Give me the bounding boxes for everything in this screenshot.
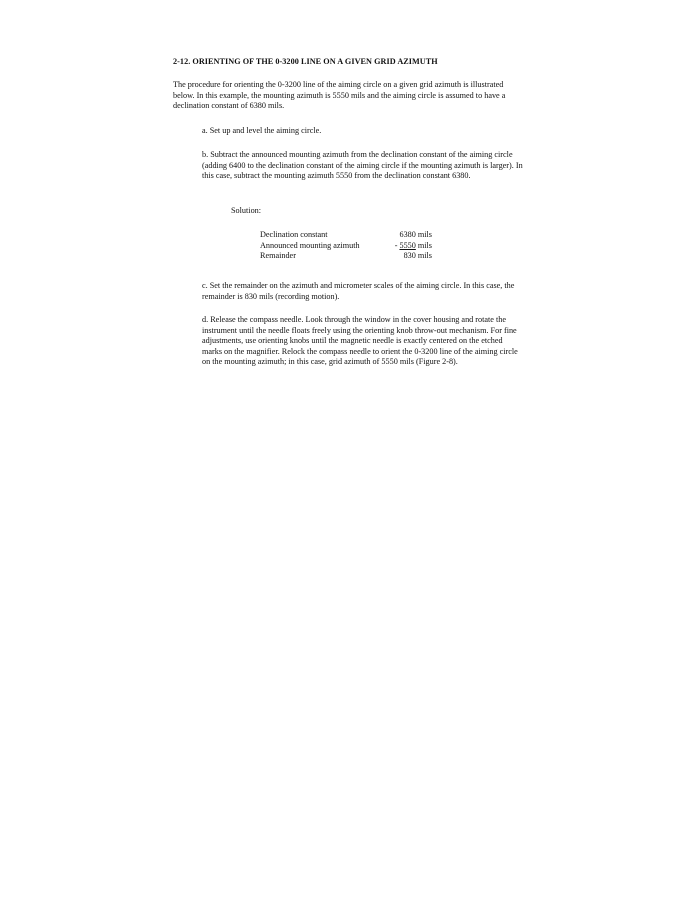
mounting-azimuth-label: Announced mounting azimuth (260, 240, 360, 250)
solution-label: Solution: (231, 206, 262, 215)
step-d-paragraph: d. Release the compass needle. Look through the window in the cover housing and rotate the instrument until the needle floats freely using the orienting knob throw-out mechanism. For fine adjustments, use orienting knobs until the magnetic needle is exactly centered on the etched marks on the magnifier. Relock the compass needle to orient the 0-3200 line of the aiming circle on the mounting azimuth; in this case, grid azimuth of 5550 mils (Figure 2-8). (202, 315, 518, 367)
minus-sign: - (394, 240, 400, 250)
step-b-paragraph: b. Subtract the announced mounting azimuth from the declination constant of the aiming circle (adding 6400 to the declination constant of the aiming circle if the mounting azimuth is larger). In this case, subtract the mounting azimuth 5550 from the declination constant 6380. (202, 150, 523, 181)
mounting-azimuth-value (378, 241, 432, 252)
calculation-row-declination (260, 230, 432, 241)
remainder-value: 830 mils (403, 251, 432, 261)
calculation-table (260, 230, 432, 262)
declination-constant-value: 6380 mils (399, 230, 432, 239)
step-c-paragraph: c. Set the remainder on the azimuth and micrometer scales of the aiming circle. In this case, the remainder is 830 mils (recording motion). (202, 281, 515, 301)
remainder-label: Remainder (260, 251, 296, 261)
calculation-row-remainder (260, 251, 432, 262)
intro-paragraph: The procedure for orienting the 0-3200 line of the aiming circle on a given grid azimuth is illustrated below. In this example, the mounting azimuth is 5550 mils and the aiming circle is assumed to have a declination constant of 6380 mils. (173, 80, 506, 111)
step-a-paragraph: a. Set up and level the aiming circle. (202, 126, 322, 135)
mounting-azimuth-number: 5550 (399, 240, 416, 250)
mounting-azimuth-unit: mils (415, 240, 432, 250)
calculation-row-mounting-azimuth (260, 241, 432, 252)
section-heading: 2-12. ORIENTING OF THE 0-3200 LINE ON A GIVEN GRID AZIMUTH (173, 57, 438, 66)
declination-constant-label: Declination constant (260, 230, 328, 239)
